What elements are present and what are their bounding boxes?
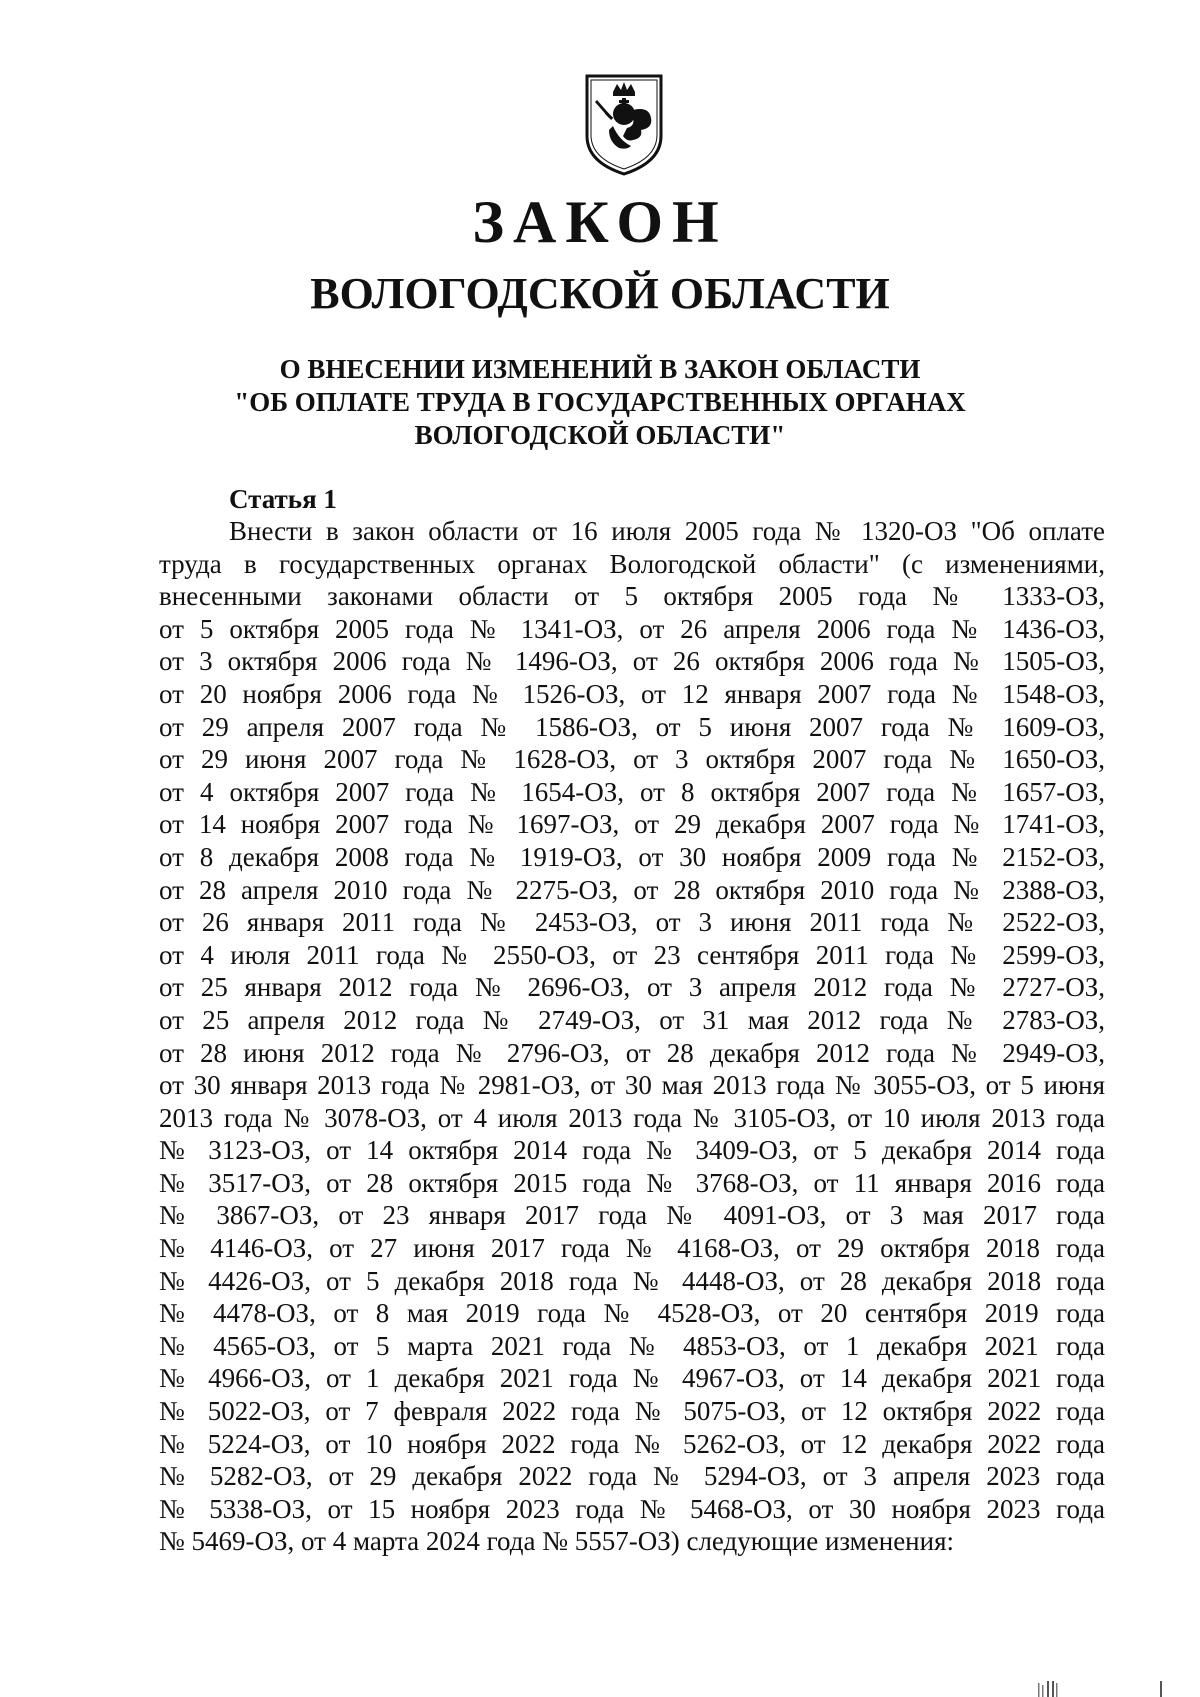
body-line: № 5282-ОЗ, от 29 декабря 2022 года № 5294-ОЗ, от 3 апреля 2023 года bbox=[159, 1461, 1105, 1492]
document-region: ВОЛОГОДСКОЙ ОБЛАСТИ bbox=[310, 269, 890, 318]
body-line: от 20 ноября 2006 года № 1526-ОЗ, от 12 января 2007 года № 1548-ОЗ, bbox=[159, 678, 1105, 709]
article-heading: Статья 1 bbox=[229, 484, 337, 514]
scan-marks bbox=[1038, 1677, 1168, 1697]
body-line: № 5338-ОЗ, от 15 ноября 2023 года № 5468-ОЗ, от 30 ноября 2023 года bbox=[159, 1493, 1105, 1524]
coat-of-arms-icon bbox=[583, 70, 665, 178]
body-line: Внести в закон области от 16 июля 2005 года № 1320-ОЗ "Об оплате bbox=[229, 516, 1105, 546]
body-line: труда в государственных органах Вологодской области" (с изменениями, bbox=[159, 548, 1105, 579]
body-line: № 5224-ОЗ, от 10 ноября 2022 года № 5262-ОЗ, от 12 декабря 2022 года bbox=[159, 1428, 1105, 1459]
body-line: от 25 апреля 2012 года № 2749-ОЗ, от 31 мая 2012 года № 2783-ОЗ, bbox=[159, 1004, 1105, 1035]
body-line: от 14 ноября 2007 года № 1697-ОЗ, от 29 декабря 2007 года № 1741-ОЗ, bbox=[159, 809, 1105, 840]
document-subject bbox=[0, 353, 1200, 452]
body-line: № 3123-ОЗ, от 14 октября 2014 года № 3409-ОЗ, от 5 декабря 2014 года bbox=[159, 1135, 1105, 1166]
body-line: от 29 июня 2007 года № 1628-ОЗ, от 3 октября 2007 года № 1650-ОЗ, bbox=[159, 744, 1105, 775]
body-line: от 29 апреля 2007 года № 1586-ОЗ, от 5 июня 2007 года № 1609-ОЗ, bbox=[159, 711, 1105, 742]
body-line: от 5 октября 2005 года № 1341-ОЗ, от 26 апреля 2006 года № 1436-ОЗ, bbox=[159, 613, 1105, 644]
body-line: № 3867-ОЗ, от 23 января 2017 года № 4091-ОЗ, от 3 мая 2017 года bbox=[159, 1200, 1105, 1231]
subject-line: ВОЛОГОДСКОЙ ОБЛАСТИ" bbox=[414, 420, 786, 450]
body-line: от 30 января 2013 года № 2981-ОЗ, от 30 мая 2013 года № 3055-ОЗ, от 5 июня bbox=[159, 1070, 1105, 1101]
article-body bbox=[159, 515, 1105, 1558]
body-line: от 3 октября 2006 года № 1496-ОЗ, от 26 октября 2006 года № 1505-ОЗ, bbox=[159, 646, 1105, 677]
body-line: № 4565-ОЗ, от 5 марта 2021 года № 4853-ОЗ, от 1 декабря 2021 года bbox=[159, 1330, 1105, 1361]
body-line: от 26 января 2011 года № 2453-ОЗ, от 3 июня 2011 года № 2522-ОЗ, bbox=[159, 907, 1105, 938]
body-line: от 28 апреля 2010 года № 2275-ОЗ, от 28 октября 2010 года № 2388-ОЗ, bbox=[159, 874, 1105, 905]
document-title: ЗАКОН bbox=[472, 189, 728, 255]
body-line: № 4478-ОЗ, от 8 мая 2019 года № 4528-ОЗ, от 20 сентября 2019 года bbox=[159, 1298, 1105, 1329]
body-line: № 5469-ОЗ, от 4 марта 2024 года № 5557-ОЗ) следующие изменения: bbox=[159, 1526, 954, 1557]
body-line: от 8 декабря 2008 года № 1919-ОЗ, от 30 ноября 2009 года № 2152-ОЗ, bbox=[159, 841, 1105, 872]
body-line: № 4966-ОЗ, от 1 декабря 2021 года № 4967-ОЗ, от 14 декабря 2021 года bbox=[159, 1363, 1105, 1394]
body-line: от 4 июля 2011 года № 2550-ОЗ, от 23 сентября 2011 года № 2599-ОЗ, bbox=[159, 939, 1105, 970]
body-line: № 5022-ОЗ, от 7 февраля 2022 года № 5075-ОЗ, от 12 октября 2022 года bbox=[159, 1396, 1105, 1427]
body-line: № 4146-ОЗ, от 27 июня 2017 года № 4168-ОЗ, от 29 октября 2018 года bbox=[159, 1233, 1105, 1264]
body-line: от 25 января 2012 года № 2696-ОЗ, от 3 апреля 2012 года № 2727-ОЗ, bbox=[159, 972, 1105, 1003]
body-line: № 4426-ОЗ, от 5 декабря 2018 года № 4448-ОЗ, от 28 декабря 2018 года bbox=[159, 1265, 1105, 1296]
body-line: от 4 октября 2007 года № 1654-ОЗ, от 8 октября 2007 года № 1657-ОЗ, bbox=[159, 776, 1105, 807]
body-line: 2013 года № 3078-ОЗ, от 4 июля 2013 года № 3105-ОЗ, от 10 июля 2013 года bbox=[159, 1102, 1105, 1133]
body-line: внесенными законами области от 5 октября 2005 года № 1333-ОЗ, bbox=[159, 581, 1105, 612]
subject-line: "ОБ ОПЛАТЕ ТРУДА В ГОСУДАРСТВЕННЫХ ОРГАНАХ bbox=[234, 387, 966, 417]
subject-line: О ВНЕСЕНИИ ИЗМЕНЕНИЙ В ЗАКОН ОБЛАСТИ bbox=[279, 354, 921, 384]
body-line: от 28 июня 2012 года № 2796-ОЗ, от 28 декабря 2012 года № 2949-ОЗ, bbox=[159, 1037, 1105, 1068]
body-line: № 3517-ОЗ, от 28 октября 2015 года № 3768-ОЗ, от 11 января 2016 года bbox=[159, 1167, 1105, 1198]
